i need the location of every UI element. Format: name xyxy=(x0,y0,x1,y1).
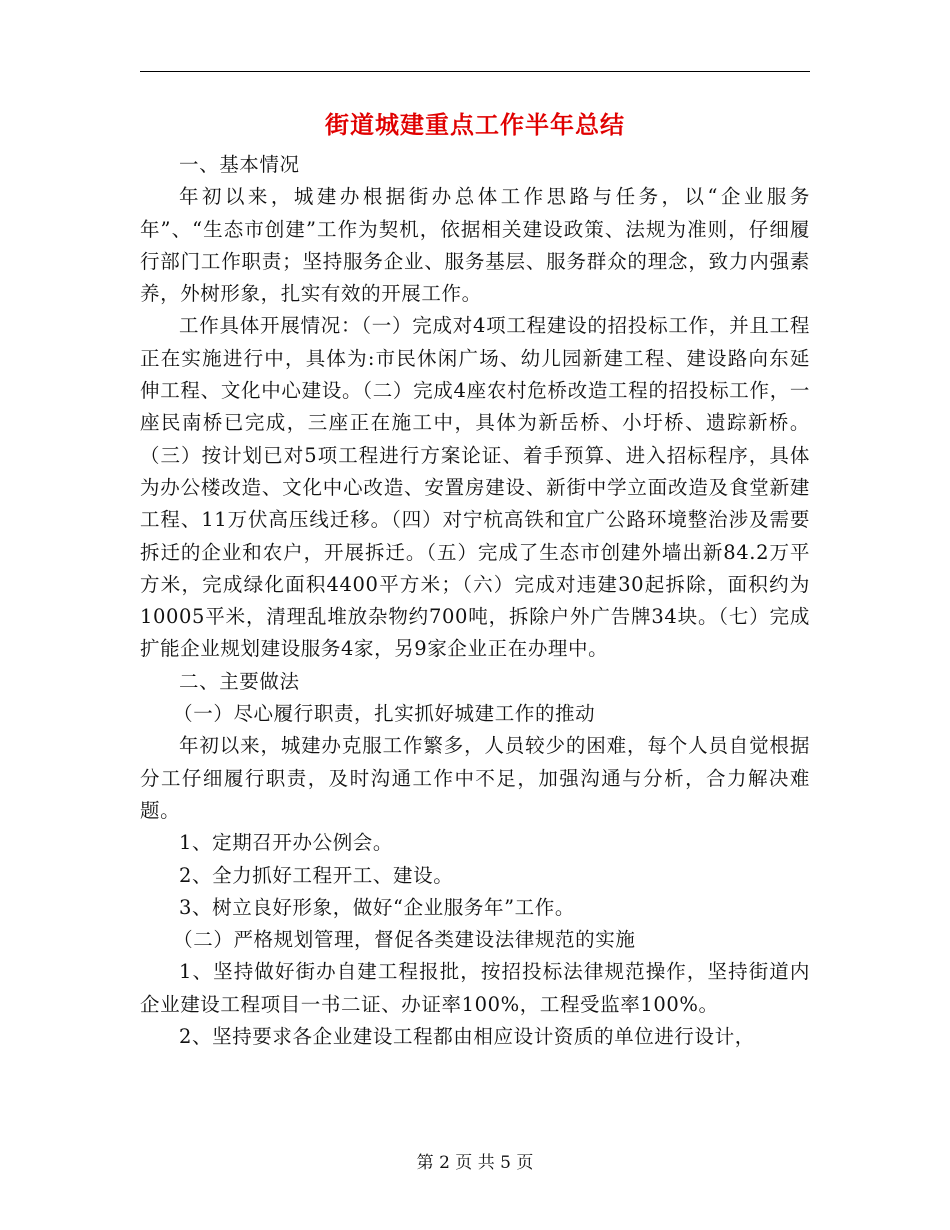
list-item-3: 3、树立良好形象，做好“企业服务年”工作。 xyxy=(179,895,575,919)
list-item-2: 2、全力抓好工程开工、建设。 xyxy=(179,863,454,887)
paragraph-overview: 年初以来，城建办根据街办总体工作思路与任务，以“企业服务年”、“生态市创建”工作为契机，依据相关建设政策、法规为准则，仔细履行部门工作职责；坚持服务企业、服务基层、服务群众的理念，致力内强素养，外树形象，扎实有效的开展工作。 xyxy=(140,185,810,306)
page-number: 第 2 页 共 5 页 xyxy=(416,1153,534,1173)
section-heading-basic: 一、基本情况 xyxy=(179,153,300,176)
section-heading-methods: 二、主要做法 xyxy=(179,669,300,693)
paragraph-work-details: 工作具体开展情况：（一）完成对4项工程建设的招投标工作，并且工程正在实施进行中，具体为:市民休闲广场、幼儿园新建工程、建设路向东延伸工程、文化中心建设。（二）完成4座农村危桥改造工程的招投标工作，一座民南桥已完成，三座正在施工中，具体为新岳桥、小圩桥、遗踪新桥。（三）按计划已对5项工程进行方案论证、着手预算、进入招标程序，具体为办公楼改造、文化中心改造、安置房建设、新街中学立面改造及食堂新建工程、11万伏高压线迁移。（四）对宁杭高铁和宜广公路环境整治涉及需要拆迁的企业和农户，开展拆迁。（五）完成了生态市创建外墙出新84.2万平方米，完成绿化面积4400平方米；（六）完成对违建30起拆除，面积约为10005平米，清理乱堆放杂物约700吨，拆除户外广告牌34块。（七）完成扩能企业规划建设服务4家，另9家企业正在办理中。 xyxy=(140,314,810,661)
subsection-heading-1: （一）尽心履行职责，扎实抓好城建工作的推动 xyxy=(173,702,596,726)
paragraph-subsection-1: 年初以来，城建办克服工作繁多，人员较少的困难，每个人员自觉根据分工仔细履行职责，及时沟通工作中不足，加强沟通与分析，合力解决难题。 xyxy=(140,734,810,822)
header-rule xyxy=(140,71,810,72)
document-body xyxy=(140,149,810,1053)
document-title: 街道城建重点工作半年总结 xyxy=(325,110,625,139)
list-item-5: 2、坚持要求各企业建设工程都由相应设计资质的单位进行设计， xyxy=(179,1025,755,1049)
subsection-heading-2: （二）严格规划管理，督促各类建设法律规范的实施 xyxy=(173,928,636,952)
list-item-4: 1、坚持做好街办自建工程报批，按招投标法律规范操作，坚持街道内企业建设工程项目一书二证、办证率100%，工程受监率100%。 xyxy=(140,960,810,1016)
list-item-1: 1、定期召开办公例会。 xyxy=(179,831,394,855)
